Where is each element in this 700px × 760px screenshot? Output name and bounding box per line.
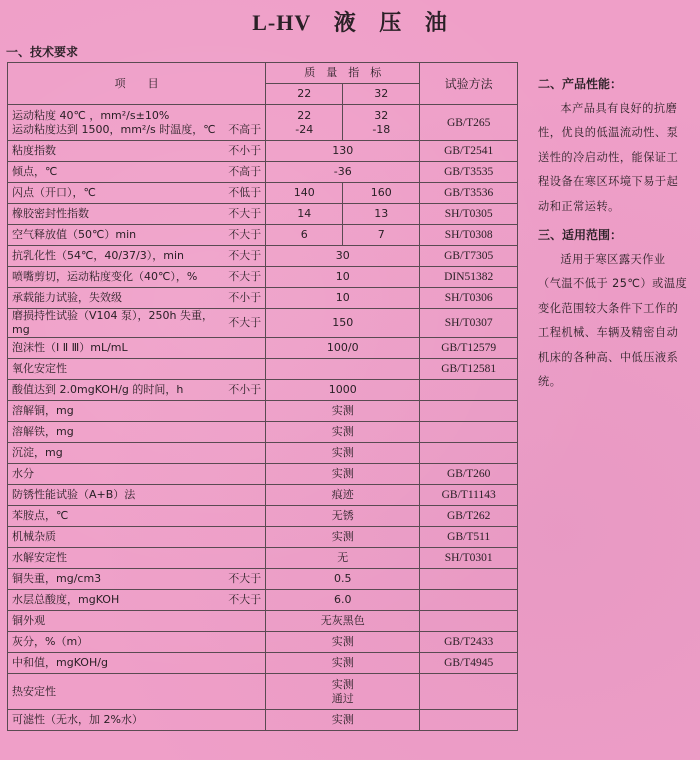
item-cell xyxy=(8,653,266,674)
spec-table xyxy=(7,62,518,731)
method-cell: GB/T265 xyxy=(420,105,518,141)
value-merged: 实测 通过 xyxy=(266,674,420,710)
table-row xyxy=(8,710,518,731)
item-label: 橡胶密封性指数 xyxy=(12,207,89,220)
method-cell: SH/T0306 xyxy=(420,288,518,309)
item-label: 可滤性（无水，加 2%水） xyxy=(12,713,143,726)
method-cell xyxy=(420,380,518,401)
item-cell xyxy=(8,506,266,527)
item-label: 氧化安定性 xyxy=(12,362,67,375)
method-cell: GB/T12579 xyxy=(420,338,518,359)
method-cell: GB/T3535 xyxy=(420,162,518,183)
limit-label: 不大于 xyxy=(228,316,262,329)
item-label: 苯胺点，℃ xyxy=(12,509,69,522)
table-row xyxy=(8,674,518,710)
item-cell xyxy=(8,162,266,183)
title-char: 液 xyxy=(333,10,357,35)
method-cell xyxy=(420,710,518,731)
item-cell xyxy=(8,443,266,464)
item-cell xyxy=(8,710,266,731)
item-label: 铜外观 xyxy=(12,614,45,627)
value-22: 6 xyxy=(266,225,343,246)
value-merged: 无锈 xyxy=(266,506,420,527)
value-merged: 实测 xyxy=(266,464,420,485)
method-cell xyxy=(420,422,518,443)
title-char: 压 xyxy=(379,10,403,35)
method-cell: GB/T2433 xyxy=(420,632,518,653)
header-item: 项 目 xyxy=(8,63,266,105)
value-merged: 实测 xyxy=(266,422,420,443)
table-row xyxy=(8,246,518,267)
table-row xyxy=(8,527,518,548)
item-label: 铜失重，mg/cm3 xyxy=(12,572,102,585)
header-method: 试验方法 xyxy=(420,63,518,105)
value-22: 140 xyxy=(266,183,343,204)
value-22: 22 -24 xyxy=(266,105,343,141)
item-cell xyxy=(8,359,266,380)
method-cell: GB/T12581 xyxy=(420,359,518,380)
value-merged: 实测 xyxy=(266,710,420,731)
title-code: L-HV xyxy=(252,10,312,35)
table-row xyxy=(8,632,518,653)
application-text: 适用于寒区露天作业（气温不低于 25℃）或温度变化范围较大条件下工作的工程机械、车辆及精密自动机床的各种高、中低压液系统。 xyxy=(538,252,688,388)
value-merged: 150 xyxy=(266,309,420,338)
item-label: 水分 xyxy=(12,467,34,480)
limit-label: 不大于 xyxy=(228,572,262,585)
value-22: 14 xyxy=(266,204,343,225)
table-row xyxy=(8,422,518,443)
item-label: 闪点（开口），℃ xyxy=(12,186,96,199)
item-label: 水层总酸度，mgKOH xyxy=(12,593,120,606)
table-row xyxy=(8,611,518,632)
value-merged: 6.0 xyxy=(266,590,420,611)
value-merged: 0.5 xyxy=(266,569,420,590)
table-row xyxy=(8,464,518,485)
item-label: 机械杂质 xyxy=(12,530,56,543)
value-merged: 实测 xyxy=(266,527,420,548)
method-cell: SH/T0305 xyxy=(420,204,518,225)
item-cell xyxy=(8,611,266,632)
value-merged: 10 xyxy=(266,288,420,309)
table-row xyxy=(8,225,518,246)
table-row xyxy=(8,141,518,162)
table-row xyxy=(8,267,518,288)
table-row xyxy=(8,380,518,401)
item-label: 抗乳化性（54℃，40/37/3），min xyxy=(12,249,184,262)
method-cell: GB/T260 xyxy=(420,464,518,485)
item-cell xyxy=(8,225,266,246)
table-row xyxy=(8,569,518,590)
value-merged: 130 xyxy=(266,141,420,162)
limit-label: 不小于 xyxy=(228,383,262,396)
item-cell xyxy=(8,288,266,309)
item-cell xyxy=(8,464,266,485)
method-cell xyxy=(420,401,518,422)
value-merged: 实测 xyxy=(266,443,420,464)
item-cell xyxy=(8,309,266,338)
method-cell: GB/T4945 xyxy=(420,653,518,674)
table-row xyxy=(8,653,518,674)
item-cell xyxy=(8,569,266,590)
item-cell xyxy=(8,105,266,141)
item-cell xyxy=(8,246,266,267)
method-cell: GB/T7305 xyxy=(420,246,518,267)
table-row xyxy=(8,590,518,611)
table-header-row xyxy=(8,63,518,84)
item-label: 水解安定性 xyxy=(12,551,67,564)
item-cell xyxy=(8,527,266,548)
limit-label: 不大于 xyxy=(228,207,262,220)
item-label: 喷嘴剪切，运动粘度变化（40℃），% xyxy=(12,270,198,283)
header-quality: 质 量 指 标 xyxy=(266,63,420,84)
item-label: 沉淀，mg xyxy=(12,446,63,459)
item-cell xyxy=(8,183,266,204)
item-cell xyxy=(8,485,266,506)
limit-label: 不大于 xyxy=(228,249,262,262)
table-row xyxy=(8,359,518,380)
header-grade-32: 32 xyxy=(343,84,420,105)
right-column xyxy=(538,72,688,395)
limit-label: 不大于 xyxy=(228,270,262,283)
item-label: 热安定性 xyxy=(12,684,56,698)
section-heading-performance: 二、产品性能： xyxy=(538,77,623,91)
item-cell xyxy=(8,632,266,653)
value-merged: 无 xyxy=(266,548,420,569)
method-cell xyxy=(420,569,518,590)
method-cell: SH/T0301 xyxy=(420,548,518,569)
table-row xyxy=(8,183,518,204)
method-cell xyxy=(420,674,518,710)
table-row xyxy=(8,288,518,309)
value-merged xyxy=(266,359,420,380)
value-32: 32 -18 xyxy=(343,105,420,141)
value-merged: 实测 xyxy=(266,401,420,422)
value-merged: 10 xyxy=(266,267,420,288)
table-row xyxy=(8,105,518,141)
table-row xyxy=(8,338,518,359)
table-row xyxy=(8,309,518,338)
value-merged: -36 xyxy=(266,162,420,183)
item-label: 溶解铜，mg xyxy=(12,404,74,417)
value-32: 160 xyxy=(343,183,420,204)
item-cell xyxy=(8,590,266,611)
limit-label: 不大于 xyxy=(228,228,262,241)
performance-text: 本产品具有良好的抗磨性，优良的低温流动性、泵送性的冷启动性，能保证工程设备在寒区环境下易于起动和正常运转。 xyxy=(538,101,679,213)
item-label: 承载能力试验，失效级 xyxy=(12,291,122,304)
item-label: 泡沫性（Ⅰ Ⅱ Ⅲ）mL/mL xyxy=(12,341,128,354)
item-cell xyxy=(8,380,266,401)
item-cell xyxy=(8,674,266,710)
item-label: 运动粘度 40℃ ，mm²/s±10% xyxy=(12,108,170,122)
value-32: 13 xyxy=(343,204,420,225)
section-heading-technical-requirements: 一、技术要求 xyxy=(6,45,79,59)
item-cell xyxy=(8,141,266,162)
value-merged: 实测 xyxy=(266,632,420,653)
item-cell xyxy=(8,401,266,422)
item-cell xyxy=(8,548,266,569)
table-row xyxy=(8,485,518,506)
item-label: 中和值，mgKOH/g xyxy=(12,656,108,669)
title-char: 油 xyxy=(424,10,448,35)
limit-label: 不小于 xyxy=(228,291,262,304)
method-cell xyxy=(420,443,518,464)
table-row xyxy=(8,162,518,183)
value-merged: 无灰黑色 xyxy=(266,611,420,632)
method-cell: SH/T0307 xyxy=(420,309,518,338)
value-merged: 30 xyxy=(266,246,420,267)
item-label: 磨损持性试验（V104 泵），250h 失重，mg xyxy=(12,309,213,336)
method-cell xyxy=(420,590,518,611)
method-cell: DIN51382 xyxy=(420,267,518,288)
method-cell: GB/T2541 xyxy=(420,141,518,162)
item-cell xyxy=(8,204,266,225)
value-merged: 实测 xyxy=(266,653,420,674)
table-row xyxy=(8,401,518,422)
limit-label: 不高于 xyxy=(228,122,262,136)
item-label: 防锈性能试验（A+B）法 xyxy=(12,488,136,501)
item-cell xyxy=(8,267,266,288)
value-merged: 痕迹 xyxy=(266,485,420,506)
item-label: 空气释放值（50℃）min xyxy=(12,228,137,241)
header-grade-22: 22 xyxy=(266,84,343,105)
item-label: 溶解铁，mg xyxy=(12,425,74,438)
section-heading-application: 三、适用范围： xyxy=(538,228,623,242)
limit-label: 不大于 xyxy=(228,593,262,606)
value-merged: 100/0 xyxy=(266,338,420,359)
document-title xyxy=(0,6,700,37)
item-label: 粘度指数 xyxy=(12,144,56,157)
method-cell: SH/T0308 xyxy=(420,225,518,246)
table-row xyxy=(8,443,518,464)
item-label: 运动粘度达到 1500，mm²/s 时温度，℃ xyxy=(12,122,216,136)
method-cell xyxy=(420,611,518,632)
item-label: 倾点，℃ xyxy=(12,165,58,178)
item-cell xyxy=(8,422,266,443)
limit-label: 不低于 xyxy=(228,186,262,199)
value-merged: 1000 xyxy=(266,380,420,401)
table-row xyxy=(8,506,518,527)
item-label: 酸值达到 2.0mgKOH/g 的时间，h xyxy=(12,383,184,396)
value-32: 7 xyxy=(343,225,420,246)
limit-label: 不小于 xyxy=(228,144,262,157)
limit-label: 不高于 xyxy=(228,165,262,178)
table-row xyxy=(8,548,518,569)
method-cell: GB/T3536 xyxy=(420,183,518,204)
method-cell: GB/T262 xyxy=(420,506,518,527)
item-label: 灰分，%（m） xyxy=(12,635,89,648)
method-cell: GB/T511 xyxy=(420,527,518,548)
method-cell: GB/T11143 xyxy=(420,485,518,506)
item-cell xyxy=(8,338,266,359)
table-row xyxy=(8,204,518,225)
